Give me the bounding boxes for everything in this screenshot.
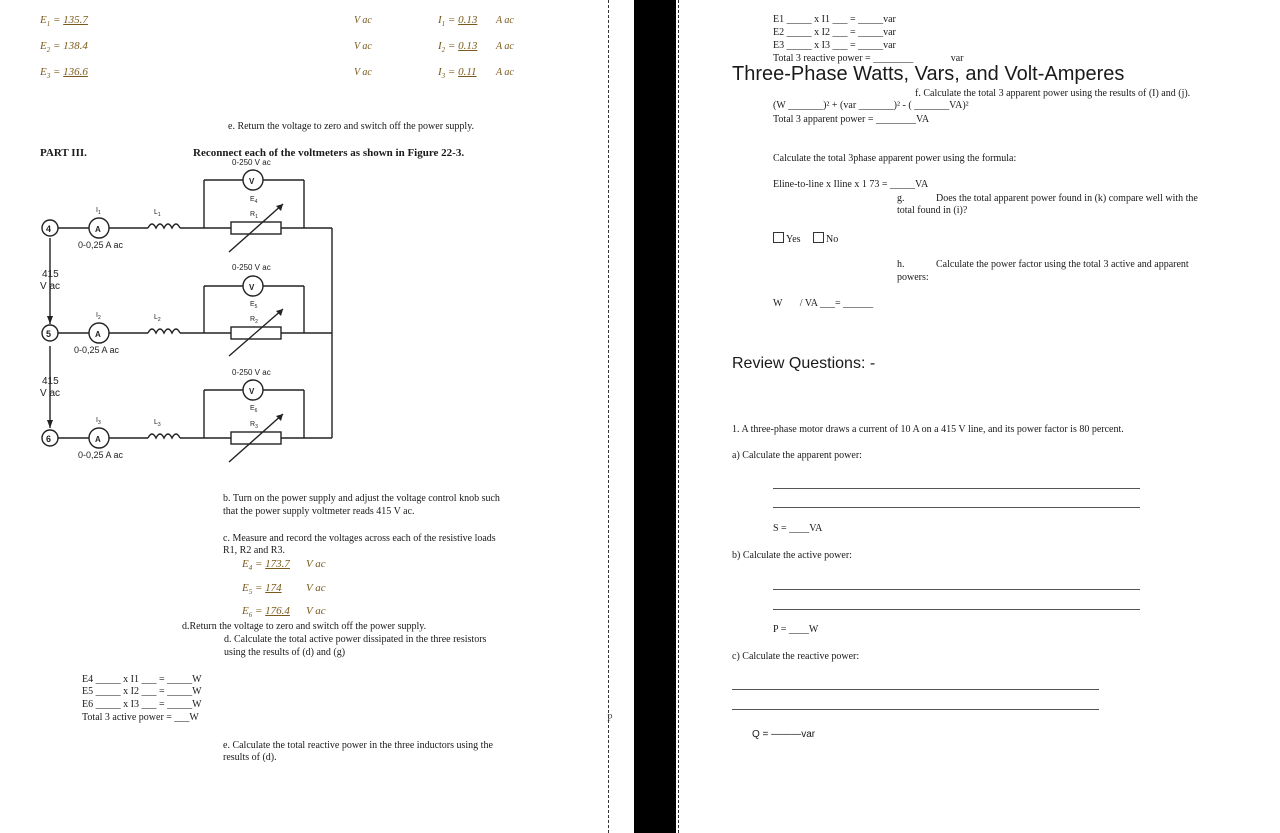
step-d-2: using the results of (d) and (g) — [224, 647, 346, 658]
yes-option[interactable]: Yes — [773, 232, 801, 245]
total-apparent-power: Total 3 apparent power = ________VA — [773, 114, 930, 125]
ammeter-1-symbol: A — [95, 225, 101, 234]
supply-label-1b: V ac — [40, 281, 61, 292]
var-row-2: E2 _____ x I2 ___ = _____var — [773, 27, 896, 38]
voltmeter-range-2: 0-250 V ac — [232, 263, 271, 272]
voltmeter-1-symbol: V — [249, 177, 255, 186]
ammeter-range-1: 0-0,25 A ac — [78, 240, 124, 250]
reading-i1: $I_1 = 0.13$ — [438, 14, 478, 29]
step-b-2: that the power supply voltmeter reads 415 V ac. — [223, 506, 415, 517]
reading-e5: $E_5 = 174$ — [242, 582, 282, 597]
page-heading: Three-Phase Watts, Vars, and Volt-Amperes — [732, 63, 1125, 85]
step-h: Calculate the power factor using the total 3 active and apparent — [936, 259, 1189, 270]
ammeter-range-3: 0-0,25 A ac — [78, 450, 124, 460]
voltage-e4-label: $E_4$ — [250, 196, 258, 205]
supply-label-1a: 415 — [42, 269, 59, 280]
reading-e6: $E_6 = 176.4$ — [242, 605, 290, 620]
supply-label-2a: 415 — [42, 376, 59, 387]
answer-line-a2[interactable] — [773, 507, 1140, 508]
q-answer: Q = ———var — [752, 729, 816, 740]
unit-e1: V ac — [354, 15, 372, 26]
answer-line-c2[interactable] — [732, 709, 1099, 710]
step-e-return: e. Return the voltage to zero and switch off the power supply. — [228, 121, 475, 132]
step-h-label: h. — [897, 259, 905, 270]
unit-e4: V ac — [306, 558, 326, 570]
node-4: 4 — [46, 224, 52, 234]
answer-line-a1[interactable] — [773, 488, 1140, 489]
reconnect-text: Reconnect each of the voltmeters as shown in Figure 22-3. — [193, 147, 465, 159]
current-i3-label: $I_3$ — [96, 417, 101, 426]
step-e: e. Calculate the total reactive power in the three inductors using the — [223, 740, 493, 751]
yes-checkbox[interactable] — [773, 232, 784, 243]
var-row-3: E3 _____ x I3 ___ = _____var — [773, 40, 896, 51]
step-b: b. Turn on the power supply and adjust the voltage control knob such — [223, 493, 500, 504]
answer-line-c1[interactable] — [732, 689, 1099, 690]
resistor-r3-label: $R_3$ — [250, 421, 258, 430]
reading-e3: $E_3 = 136.6$ — [40, 66, 88, 81]
voltmeter-3-symbol: V — [249, 387, 255, 396]
no-checkbox[interactable] — [813, 232, 824, 243]
unit-e5: V ac — [306, 582, 326, 594]
step-g: Does the total apparent power found in (k) compare well with the — [936, 193, 1198, 204]
unit-i1: A ac — [496, 15, 514, 26]
voltmeter-2-symbol: V — [249, 283, 255, 292]
current-i2-label: $I_2$ — [96, 312, 101, 321]
resistor-r2-label: $R_2$ — [250, 316, 258, 325]
voltage-e5-label: $E_5$ — [250, 301, 258, 310]
s-answer: S = ____VA — [773, 523, 823, 534]
inductor-l1-label: $L_1$ — [154, 209, 161, 218]
reading-i2: $I_2 = 0.13$ — [438, 40, 478, 55]
voltage-e6-label: $E_6$ — [250, 405, 258, 414]
answer-line-b2[interactable] — [773, 609, 1140, 610]
step-c: c. Measure and record the voltages across each of the resistive loads — [223, 533, 496, 544]
apparent-formula: (W _______)² + (var _______)² - ( _______VA)² — [773, 100, 969, 111]
calc-formula-text: Calculate the total 3phase apparent power using the formula: — [773, 153, 1017, 164]
var-row-1: E1 _____ x I1 ___ = _____var — [773, 14, 896, 25]
current-i1-label: $I_1$ — [96, 207, 101, 216]
reading-e4: $E_4 = 173.7$ — [242, 558, 290, 573]
reading-e2: $E_2 = 138.4$ — [40, 40, 88, 55]
node-6: 6 — [46, 434, 52, 444]
part-title: PART III. — [40, 147, 87, 159]
power-row-1: E4 _____ x I1 ___ = _____W — [82, 674, 202, 685]
inductor-l3-label: $L_3$ — [154, 419, 161, 428]
total-reactive-power: Total 3 reactive power = ________ var — [773, 53, 964, 64]
voltmeter-range-3: 0-250 V ac — [232, 368, 271, 377]
node-5: 5 — [46, 329, 52, 339]
step-g-2: total found in (i)? — [897, 205, 968, 216]
ammeter-3-symbol: A — [95, 435, 101, 444]
unit-e6: V ac — [306, 605, 326, 617]
supply-label-2b: V ac — [40, 388, 61, 399]
voltmeter-range-1: 0-250 V ac — [232, 158, 271, 167]
circuit-diagram — [36, 156, 356, 468]
unit-e3: V ac — [354, 67, 372, 78]
power-row-3: E6 _____ x I3 ___ = _____W — [82, 699, 202, 710]
margin-mark: P — [607, 713, 613, 724]
step-e-2: results of (d). — [223, 752, 277, 763]
eline-formula: Eline-to-line x Iline x 1 73 = _____VA — [773, 179, 929, 190]
ammeter-range-2: 0-0,25 A ac — [74, 345, 120, 355]
step-g-label: g. — [897, 193, 905, 204]
answer-line-b1[interactable] — [773, 589, 1140, 590]
power-factor-formula: W / VA ___= ______ — [773, 298, 874, 309]
unit-e2: V ac — [354, 41, 372, 52]
power-row-2: E5 _____ x I2 ___ = _____W — [82, 686, 202, 697]
question-1b: b) Calculate the active power: — [732, 550, 852, 561]
question-1a: a) Calculate the apparent power: — [732, 450, 862, 461]
question-1: 1. A three-phase motor draws a current of 10 A on a 415 V line, and its power factor is 80 percent. — [732, 424, 1124, 435]
step-c-2: R1, R2 and R3. — [223, 545, 285, 556]
step-f: f. Calculate the total 3 apparent power using the results of (I) and (j). — [915, 88, 1191, 99]
page-break-right — [678, 0, 679, 833]
no-option[interactable]: No — [813, 232, 838, 245]
reading-e1: $E_1 = 135.7$ — [40, 14, 88, 29]
step-h-2: powers: — [897, 272, 929, 283]
reading-i3: $I_3 = 0.11$ — [438, 66, 477, 81]
unit-i2: A ac — [496, 41, 514, 52]
total-active-power: Total 3 active power = ___W — [82, 712, 199, 723]
step-d: d. Calculate the total active power dissipated in the three resistors — [224, 634, 487, 645]
review-heading: Review Questions: - — [732, 355, 876, 372]
resistor-r1-label: $R_1$ — [250, 211, 258, 220]
question-1c: c) Calculate the reactive power: — [732, 651, 860, 662]
unit-i3: A ac — [496, 67, 514, 78]
p-answer: P = ____W — [773, 624, 819, 635]
page-break-left — [608, 0, 609, 833]
inductor-l2-label: $L_2$ — [154, 314, 161, 323]
step-d-return: d.Return the voltage to zero and switch off the power supply. — [182, 621, 427, 632]
page-gutter — [634, 0, 676, 833]
ammeter-2-symbol: A — [95, 330, 101, 339]
